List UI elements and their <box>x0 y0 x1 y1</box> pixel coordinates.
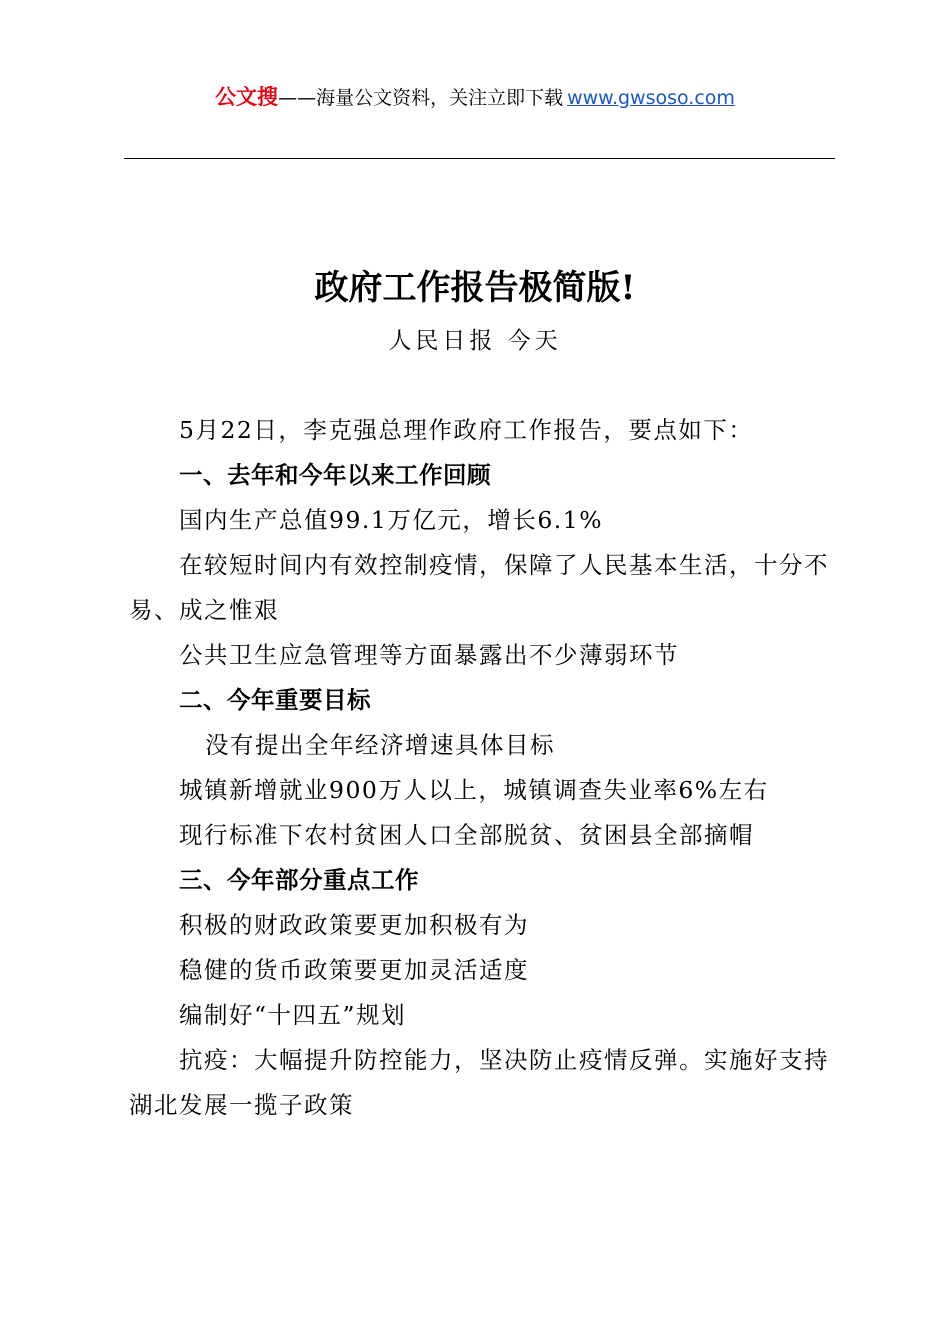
section-heading: 一、去年和今年以来工作回顾 <box>179 461 491 489</box>
list-item: 稳健的货币政策要更加灵活适度 <box>179 956 529 984</box>
header-slogan: 海量公文资料，关注立即下载 <box>316 87 564 109</box>
list-item: 没有提出全年经济增速具体目标 <box>205 731 555 759</box>
document-body <box>129 408 834 1128</box>
header-divider <box>124 158 835 159</box>
website-link[interactable]: www.gwsoso.com <box>567 87 735 109</box>
intro-paragraph: 5月22日，李克强总理作政府工作报告，要点如下： <box>179 416 754 444</box>
document-byline: 人民日报 今天 <box>388 328 562 354</box>
section-heading: 二、今年重要目标 <box>179 686 371 714</box>
list-item: 国内生产总值99.1万亿元，增长6.1% <box>179 506 604 534</box>
list-item: 编制好“十四五”规划 <box>179 1001 407 1029</box>
list-item: 在较短时间内有效控制疫情，保障了人民基本生活，十分不易、成之惟艰 <box>129 551 829 624</box>
list-item: 抗疫：大幅提升防控能力，坚决防止疫情反弹。实施好支持湖北发展一揽子政策 <box>129 1046 829 1119</box>
brand-logo-text: 公文搜 <box>215 85 279 109</box>
watermark-header <box>0 82 950 113</box>
document-title: 政府工作报告极简版! <box>314 268 636 308</box>
list-item: 公共卫生应急管理等方面暴露出不少薄弱环节 <box>179 641 679 669</box>
list-item: 积极的财政政策要更加积极有为 <box>179 911 529 939</box>
list-item: 现行标准下农村贫困人口全部脱贫、贫困县全部摘帽 <box>179 821 754 849</box>
header-dash: —— <box>278 87 317 109</box>
section-heading: 三、今年部分重点工作 <box>179 866 419 894</box>
list-item: 城镇新增就业900万人以上，城镇调查失业率6%左右 <box>179 776 769 804</box>
